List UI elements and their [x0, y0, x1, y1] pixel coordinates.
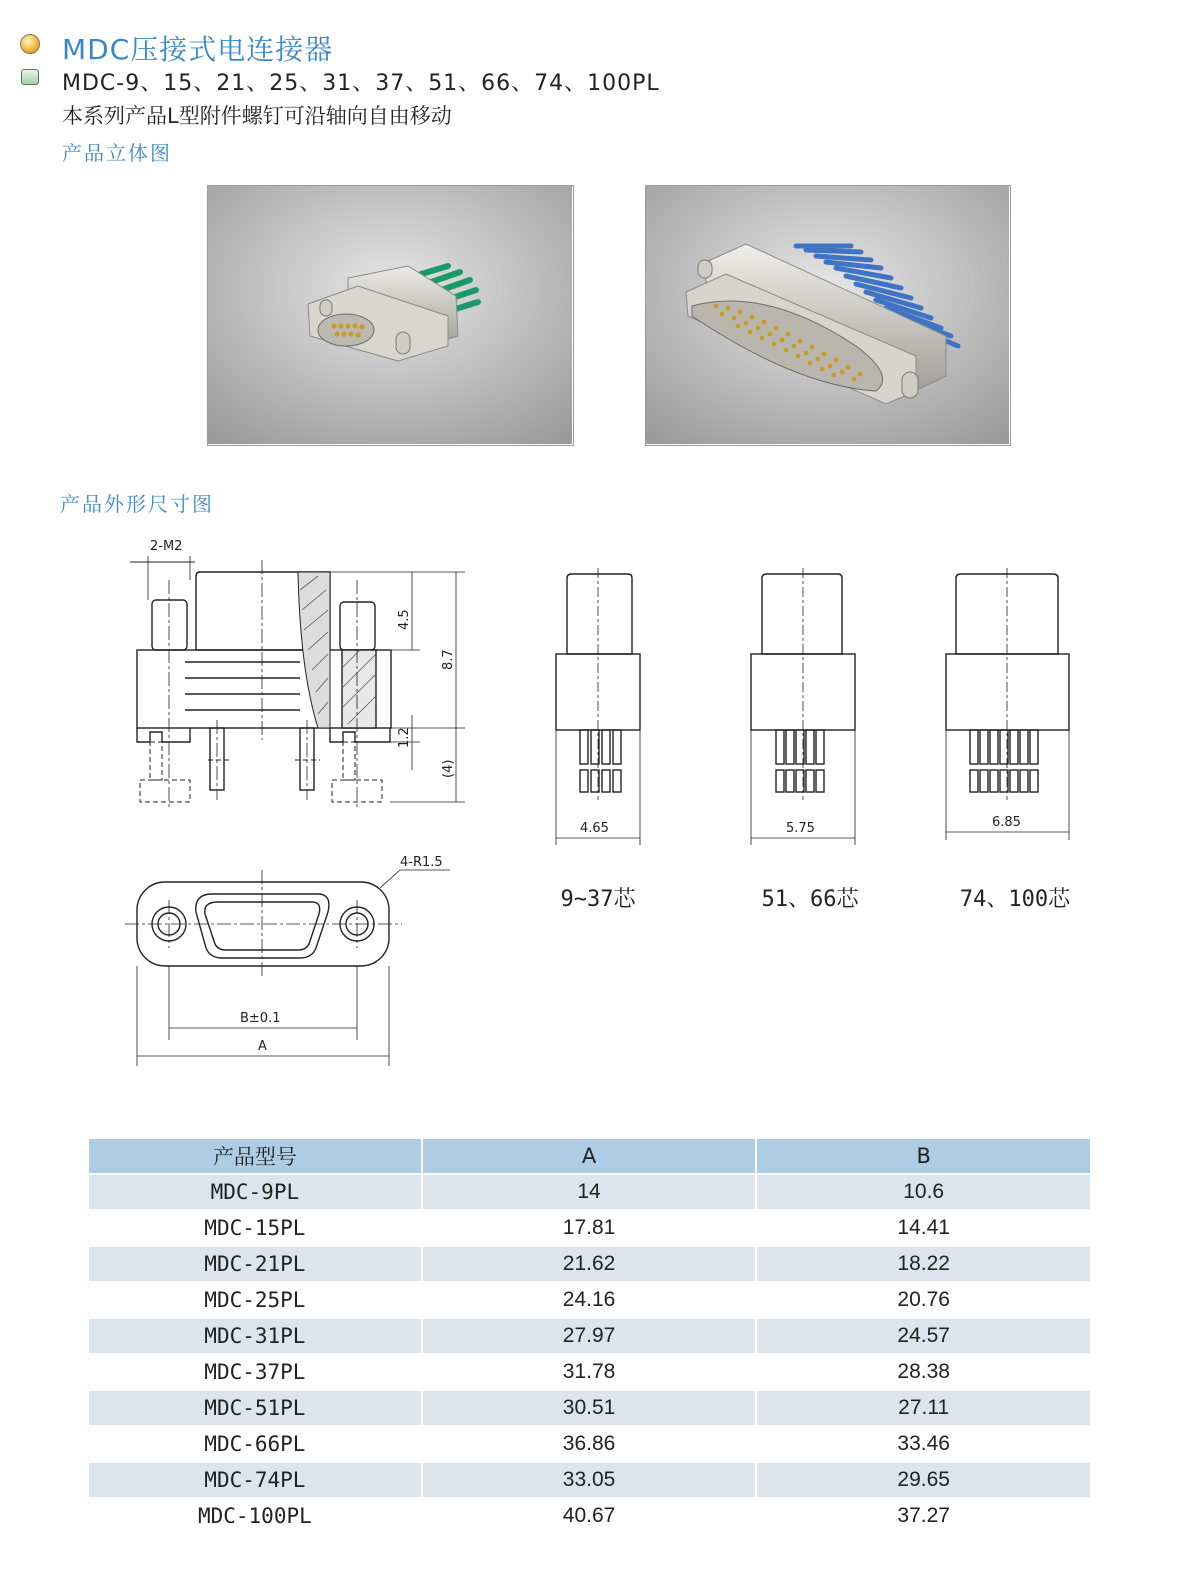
profile-51-66	[751, 568, 855, 845]
cell-b: 27.11	[757, 1389, 1090, 1425]
table-row	[89, 1281, 1090, 1317]
cell-b: 18.22	[757, 1245, 1090, 1281]
label-5-75: 5.75	[786, 821, 815, 836]
table-row	[89, 1497, 1090, 1533]
cell-b: 29.65	[757, 1461, 1090, 1497]
side-view	[130, 539, 465, 810]
cell-a: 36.86	[423, 1425, 758, 1461]
cell-b: 37.27	[757, 1497, 1090, 1533]
orange-bullet-icon	[20, 34, 40, 54]
product-photo-large	[645, 185, 1011, 446]
cell-a: 33.05	[423, 1461, 758, 1497]
cell-a: 21.62	[423, 1245, 758, 1281]
dimension-table	[89, 1139, 1090, 1533]
caption-74-100: 74、100芯	[959, 887, 1071, 912]
cell-b: 24.57	[757, 1317, 1090, 1353]
cell-model: MDC-100PL	[89, 1497, 423, 1533]
cell-model: MDC-9PL	[89, 1173, 423, 1209]
cell-model: MDC-25PL	[89, 1281, 423, 1317]
cell-model: MDC-66PL	[89, 1425, 423, 1461]
cell-model: MDC-21PL	[89, 1245, 423, 1281]
label-b: B±0.1	[240, 1011, 281, 1026]
cell-b: 28.38	[757, 1353, 1090, 1389]
cell-a: 40.67	[423, 1497, 758, 1533]
cell-model: MDC-74PL	[89, 1461, 423, 1497]
caption-9-37: 9~37芯	[560, 887, 636, 912]
table-row	[89, 1209, 1090, 1245]
description: 本系列产品L型附件螺钉可沿轴向自由移动	[62, 104, 452, 128]
top-view	[125, 855, 450, 1066]
label-6-85: 6.85	[992, 815, 1021, 830]
cell-b: 14.41	[757, 1209, 1090, 1245]
table-row	[89, 1461, 1090, 1497]
green-bullet-icon	[21, 69, 39, 85]
cell-a: 17.81	[423, 1209, 758, 1245]
cell-a: 31.78	[423, 1353, 758, 1389]
header-a: A	[423, 1139, 758, 1173]
caption-51-66: 51、66芯	[761, 887, 859, 912]
profile-9-37	[556, 568, 640, 845]
cell-b: 10.6	[757, 1173, 1090, 1209]
product-photo-small	[207, 185, 574, 446]
cell-a: 24.16	[423, 1281, 758, 1317]
cell-model: MDC-31PL	[89, 1317, 423, 1353]
cell-a: 27.97	[423, 1317, 758, 1353]
label-4-r1-5: 4-R1.5	[400, 855, 443, 870]
table-row	[89, 1173, 1090, 1209]
table-row	[89, 1245, 1090, 1281]
table-row	[89, 1353, 1090, 1389]
cell-a: 14	[423, 1173, 758, 1209]
profile-74-100	[946, 568, 1069, 840]
cell-model: MDC-15PL	[89, 1209, 423, 1245]
section-3d-title: 产品立体图	[62, 141, 172, 165]
label-4-65: 4.65	[580, 821, 609, 836]
label-1-2: 1.2	[397, 727, 412, 748]
page-title: MDC压接式电连接器	[62, 33, 334, 66]
label-4: (4)	[441, 759, 456, 778]
label-a: A	[258, 1039, 267, 1054]
header-b: B	[757, 1139, 1090, 1173]
table-header-row	[89, 1139, 1090, 1173]
table-row	[89, 1317, 1090, 1353]
dimension-drawing	[0, 520, 1200, 1080]
cell-model: MDC-51PL	[89, 1389, 423, 1425]
label-8-7: 8.7	[441, 649, 456, 670]
table-row	[89, 1389, 1090, 1425]
label-4-5: 4.5	[397, 609, 412, 630]
cell-b: 33.46	[757, 1425, 1090, 1461]
cell-b: 20.76	[757, 1281, 1090, 1317]
cell-a: 30.51	[423, 1389, 758, 1425]
label-2-m2: 2-M2	[150, 539, 183, 554]
model-list: MDC-9、15、21、25、31、37、51、66、74、100PL	[62, 71, 660, 96]
section-dimensions-title: 产品外形尺寸图	[60, 492, 214, 516]
table-row	[89, 1425, 1090, 1461]
cell-model: MDC-37PL	[89, 1353, 423, 1389]
header-model: 产品型号	[89, 1139, 423, 1173]
